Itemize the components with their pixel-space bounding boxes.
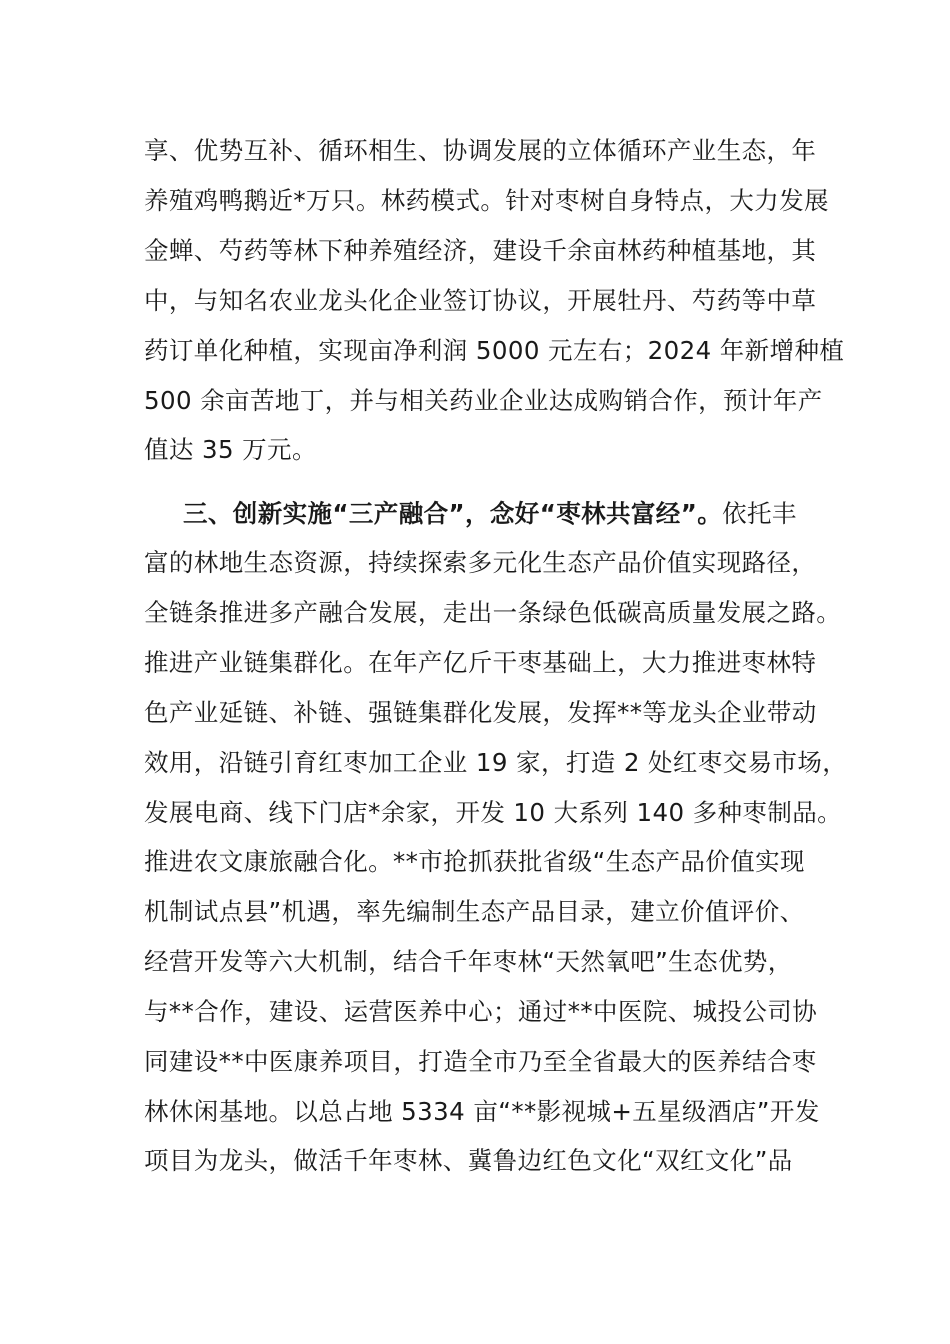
body-text-line: 享、优势互补、循环相生、协调发展的立体循环产业生态，年: [144, 136, 817, 165]
body-text-line: 500 余亩苦地丁，并与相关药业企业达成购销合作，预计年产: [144, 386, 823, 415]
body-text-line: 推进农文康旅融合化。**市抢抓获批省级“生态产品价值实现: [144, 847, 805, 876]
body-text-fragment: 依托丰: [722, 499, 797, 528]
section-heading-line: [183, 496, 797, 532]
body-text-line: 富的林地生态资源，持续探索多元化生态产品价值实现路径，: [144, 548, 817, 577]
body-text-line: 养殖鸡鸭鹅近*万只。林药模式。针对枣树自身特点，大力发展: [144, 186, 829, 215]
body-text-line: 中，与知名农业龙头化企业签订协议，开展牡丹、芍药等中草: [144, 286, 817, 315]
body-text-line: 色产业延链、补链、强链集群化发展，发挥**等龙头企业带动: [144, 698, 817, 727]
body-text-line: 发展电商、线下门店*余家，开发 10 大系列 140 多种枣制品。: [144, 798, 843, 827]
body-text-line: 同建设**中医康养项目，打造全市乃至全省最大的医养结合枣: [144, 1047, 817, 1076]
section-heading: 三、创新实施“三产融合”，念好“枣林共富经”。: [183, 499, 723, 528]
body-text-line: 效用，沿链引育红枣加工企业 19 家，打造 2 处红枣交易市场，: [144, 748, 848, 777]
body-text-line: 药订单化种植，实现亩净利润 5000 元左右；2024 年新增种植: [144, 336, 845, 365]
body-text-line: 机制试点县”机遇，率先编制生态产品目录，建立价值评价、: [144, 897, 805, 926]
body-text-line: 林休闲基地。以总占地 5334 亩“**影视城+五星级酒店”开发: [144, 1097, 820, 1126]
body-text-line: 经营开发等六大机制，结合千年枣林“天然氧吧”生态优势，: [144, 947, 793, 976]
body-text-line: 全链条推进多产融合发展，走出一条绿色低碳高质量发展之路。: [144, 598, 842, 627]
body-text-line: 金蝉、芍药等林下种养殖经济，建设千余亩林药种植基地，其: [144, 236, 817, 265]
body-text-line: 推进产业链集群化。在年产亿斤干枣基础上，大力推进枣林特: [144, 648, 817, 677]
body-text-line: 项目为龙头，做活千年枣林、冀鲁边红色文化“双红文化”品: [144, 1146, 793, 1175]
body-text-line: 值达 35 万元。: [144, 435, 317, 464]
body-text-line: 与**合作，建设、运营医养中心；通过**中医院、城投公司协: [144, 997, 818, 1026]
